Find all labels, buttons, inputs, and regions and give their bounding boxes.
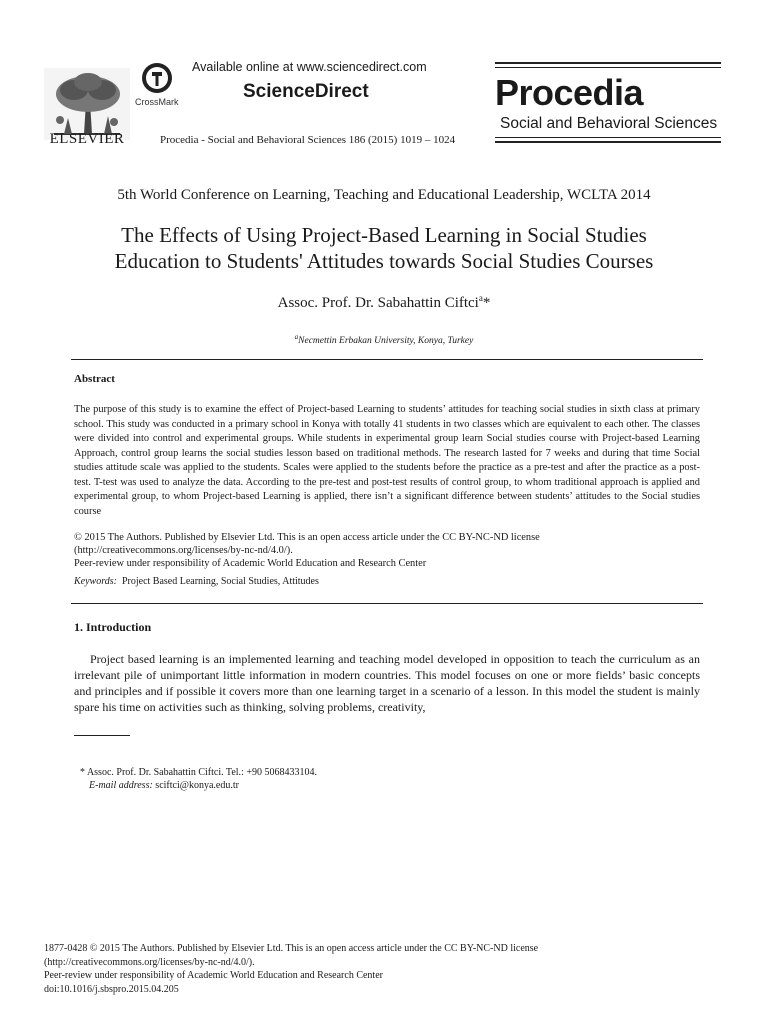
footer-license-link[interactable]: (http://creativecommons.org/licenses/by-nc-nd/4.0/).: [44, 956, 255, 968]
footnote-rule: [74, 735, 130, 736]
page-footer: [44, 942, 744, 996]
peer-review-note: Peer-review under responsibility of Academic World Education and Research Center: [74, 558, 427, 569]
paper-title: [60, 222, 708, 274]
author-corresponding-mark: *: [482, 295, 491, 311]
author-affil-mark: a: [478, 293, 483, 303]
section-heading-introduction: 1. Introduction: [74, 620, 152, 634]
conference-name: 5th World Conference on Learning, Teaching and Educational Leadership, WCLTA 2014: [117, 187, 651, 203]
affiliation-mark: a: [294, 333, 299, 341]
author-name: Assoc. Prof. Dr. Sabahattin Ciftci: [277, 295, 479, 311]
author-line: [0, 293, 768, 312]
procedia-rule-bottom: [495, 141, 721, 143]
affiliation: [0, 333, 768, 346]
abstract-bottom-rule: [71, 603, 703, 604]
procedia-rule-bottom-thin: [495, 137, 721, 138]
footnote-email-address[interactable]: sciftci@konya.edu.tr: [155, 780, 239, 791]
introduction-text: Project based learning is an implemented learning and teaching model developed in opposition to teach the curriculum as an irrelevant pile of unimportant little information in modern countries. This model focuses on one or more fields’ basic concepts and principles and if possible it covers more than one learning target in a scenario of a lesson. In this model the student is mainly spare his time on activities such as thinking, solving problems, creativity,: [74, 652, 700, 714]
footnote-email: [89, 780, 239, 791]
footer-peer-review: Peer-review under responsibility of Academic World Education and Research Center: [44, 970, 383, 981]
abstract-heading: Abstract: [74, 373, 115, 385]
procedia-subtitle: Social and Behavioral Sciences: [500, 115, 718, 132]
paper-title-line-1: The Effects of Using Project-Based Learning in Social Studies: [121, 223, 647, 247]
keywords-list: Project Based Learning, Social Studies, Attitudes: [121, 576, 319, 587]
footnote-email-label: E-mail address:: [89, 780, 153, 791]
footer-doi[interactable]: doi:10.1016/j.sbspro.2015.04.205: [44, 983, 179, 995]
copyright-notice: [74, 531, 700, 570]
footnote-author: * Assoc. Prof. Dr. Sabahattin Ciftci. Tel.: +90 5068433104.: [80, 767, 317, 778]
footer-issn-line: 1877-0428 © 2015 The Authors. Published by Elsevier Ltd. This is an open access article under the CC BY-NC-ND license: [44, 943, 539, 954]
keywords: [74, 576, 319, 587]
affiliation-text: Necmettin Erbakan University, Konya, Turkey: [298, 336, 474, 347]
available-online-link[interactable]: Available online at www.sciencedirect.com: [192, 60, 427, 74]
abstract-top-rule: [71, 359, 703, 360]
procedia-rule-top: [495, 62, 721, 64]
procedia-logo: Procedia: [495, 72, 644, 113]
crossmark-icon[interactable]: [141, 62, 173, 94]
keywords-label: Keywords:: [74, 576, 117, 587]
crossmark-label: CrossMark: [135, 97, 179, 107]
license-link[interactable]: (http://creativecommons.org/licenses/by-nc-nd/4.0/).: [74, 545, 293, 556]
elsevier-wordmark: ELSEVIER: [49, 131, 125, 147]
abstract-text: The purpose of this study is to examine the effect of Project-based Learning to students’ attitudes for teaching social studies in sixth class at primary school. This study was conducted in a primary school in Konya with totally 41 students in two classes which are equivalent to each other. The classes were divided into control and experimental groups. While students in experimental group learn Social studies course with Project-based Learning Approach, control group learns the social studies lesson based on traditional methods. The research lasted for 7 weeks and during that time Social studies attitude scale was applied to the students. Scales were applied to the students before the practice as a pre-test and after the practice as a post-test. T-test was used to analyze the data. According to the pre-test and post-test results of control group, to whom traditional approach is applied and experimental group, to whom Project-based Learning is applied, there isn’t a significant difference between students’ attitudes to the Social studies course: [74, 404, 700, 517]
journal-citation: Procedia - Social and Behavioral Sciences 186 (2015) 1019 – 1024: [160, 134, 456, 146]
sciencedirect-logo: ScienceDirect: [243, 81, 369, 102]
copyright-line-1: © 2015 The Authors. Published by Elsevier Ltd. This is an open access article under the CC BY-NC-ND license: [74, 532, 540, 543]
procedia-rule-top-thin: [495, 67, 721, 68]
paper-title-line-2: Education to Students' Attitudes towards Social Studies Courses: [114, 249, 654, 273]
